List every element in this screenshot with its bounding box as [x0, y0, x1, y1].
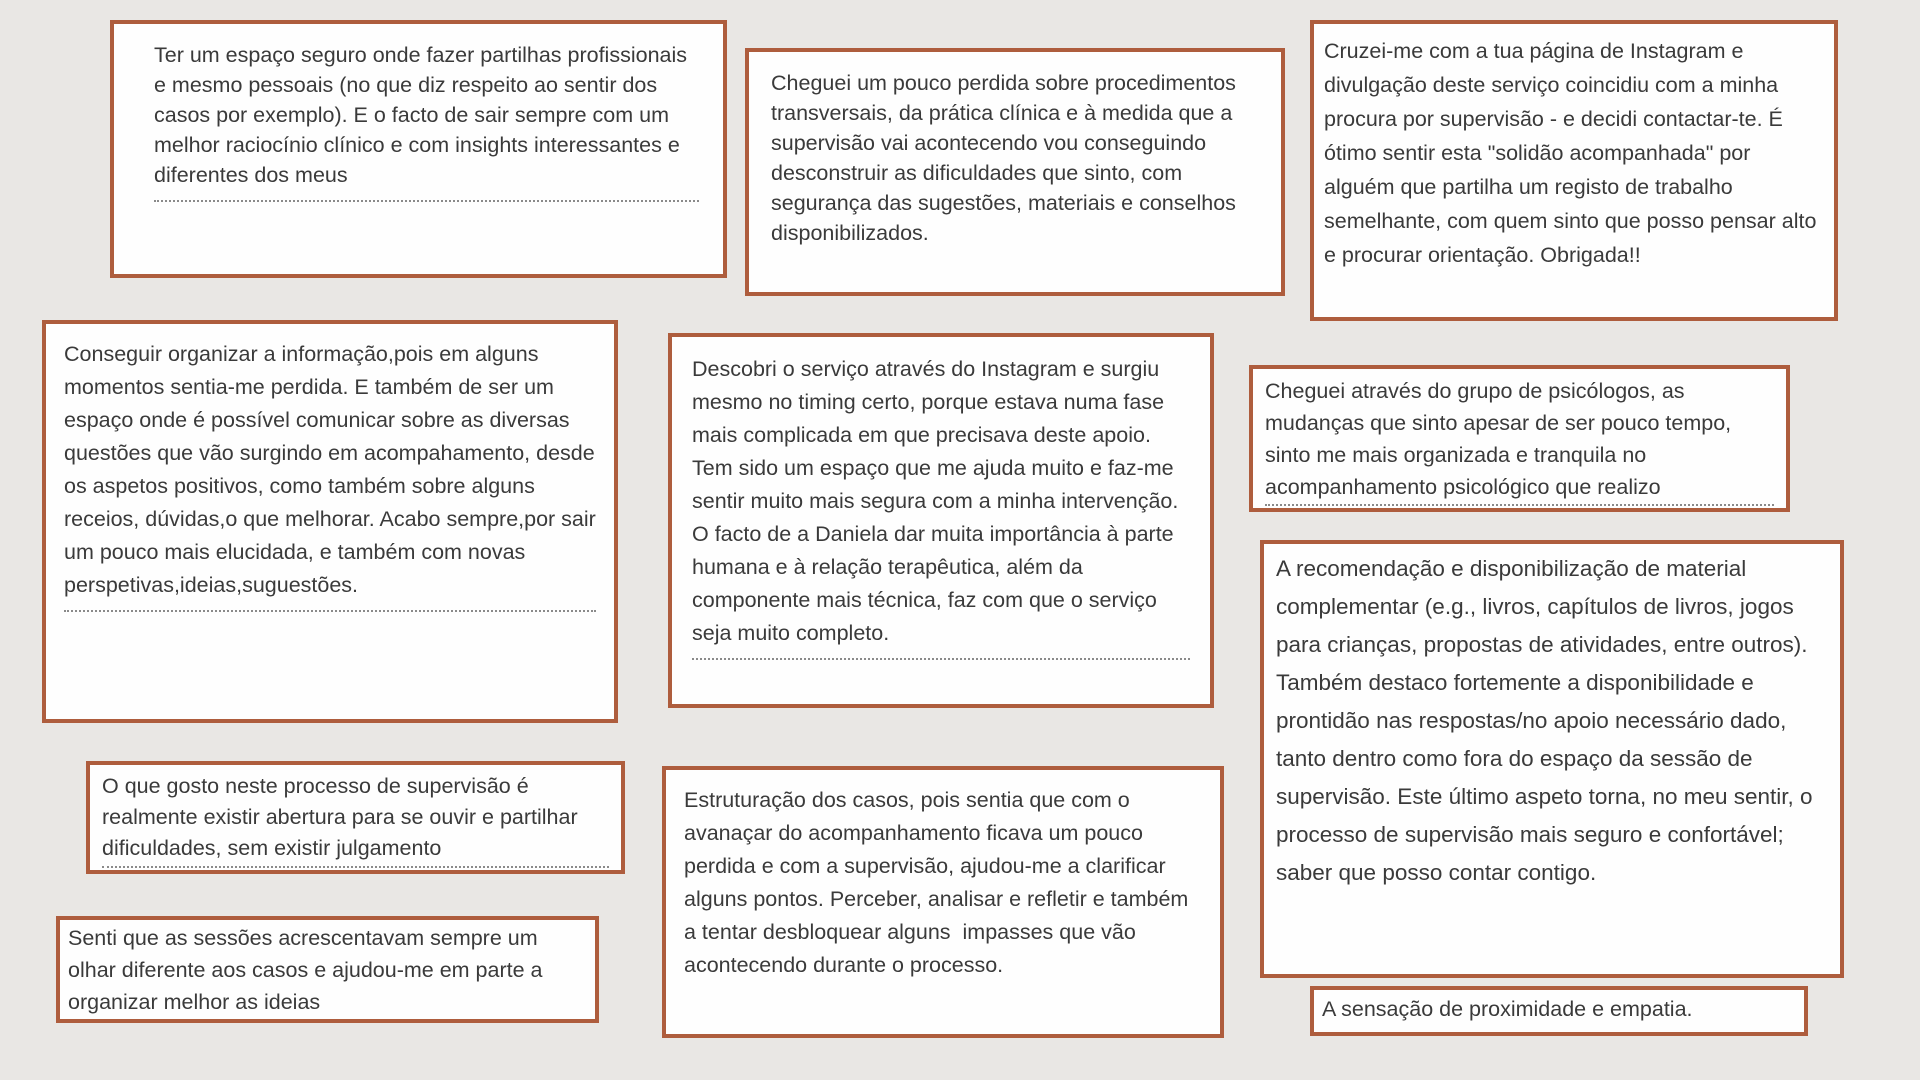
- testimonial-box-discovered-service[interactable]: [668, 333, 1214, 708]
- testimonial-text: Estruturação dos casos, pois sentia que com o avanaçar do acompanhamento ficava um pouco perdida e com a supervisão, ajudou-me a clarificar alguns pontos. Perceber, analisar e refletir e também a tentar desbloquear alguns impasses que vão acontecendo durante o processo.: [684, 788, 1195, 977]
- testimonial-box-material-recommendation[interactable]: [1260, 540, 1844, 978]
- text-field-underline: [154, 200, 699, 202]
- testimonial-box-openness-no-judgement[interactable]: [86, 761, 625, 874]
- text-field-underline: [692, 658, 1190, 660]
- testimonial-text: A recomendação e disponibilização de material complementar (e.g., livros, capítulos de livros, jogos para crianças, propostas de atividades, entre outros). Também destaco fortemente a disponibilidade e prontidão nas respostas/no apoio necessário dado, tanto dentro como fora do espaço da sessão de supervisão. Este último aspeto torna, no meu sentir, o processo de supervisão mais seguro e confortável; saber que posso contar contigo.: [1276, 556, 1819, 885]
- testimonial-box-arrived-lost[interactable]: [745, 48, 1285, 296]
- testimonial-text: Ter um espaço seguro onde fazer partilhas profissionais e mesmo pessoais (no que diz respeito ao sentir dos casos por exemplo). E o facto de sair sempre com um melhor raciocínio clínico e com insights interessantes e diferentes dos meus: [154, 43, 693, 187]
- testimonial-text: Conseguir organizar a informação,pois em alguns momentos sentia-me perdida. E também de ser um espaço onde é possível comunicar sobre as diversas questões que vão surgindo em acompahamento, desde os aspetos positivos, como também sobre alguns receios, dúvidas,o que melhorar. Acabo sempre,por sair um pouco mais elucidada, e também com novas perspetivas,ideias,suguestões.: [64, 342, 602, 597]
- testimonial-box-organize-information[interactable]: [42, 320, 618, 723]
- testimonial-box-psychologists-group[interactable]: [1249, 365, 1790, 512]
- testimonial-box-safe-space[interactable]: [110, 20, 727, 278]
- testimonial-text: A sensação de proximidade e empatia.: [1322, 997, 1693, 1021]
- text-field-underline: [1265, 504, 1774, 506]
- testimonial-box-proximity-empathy[interactable]: [1310, 986, 1808, 1036]
- testimonial-box-case-structuring[interactable]: [662, 766, 1224, 1038]
- testimonial-text: Senti que as sessões acrescentavam sempre um olhar diferente aos casos e ajudou-me em parte a organizar melhor as ideias: [68, 926, 549, 1014]
- testimonial-box-instagram-page[interactable]: [1310, 20, 1838, 321]
- text-field-underline: [102, 866, 609, 868]
- testimonial-box-sessions-added-view[interactable]: [56, 916, 599, 1023]
- testimonial-text: Descobri o serviço através do Instagram e surgiu mesmo no timing certo, porque estava numa fase mais complicada em que precisava deste apoio. Tem sido um espaço que me ajuda muito e faz-me sentir muito mais segura com a minha intervenção. O facto de a Daniela dar muita importância à parte humana e à relação terapêutica, além da componente mais técnica, faz com que o serviço seja muito completo.: [692, 357, 1185, 645]
- testimonial-text: O que gosto neste processo de supervisão é realmente existir abertura para se ouvir e partilhar dificuldades, sem existir julgamento: [102, 774, 584, 860]
- testimonial-text: Cheguei através do grupo de psicólogos, as mudanças que sinto apesar de ser pouco tempo, sinto me mais organizada e tranquila no acompanhamento psicológico que realizo: [1265, 379, 1738, 499]
- testimonial-text: Cheguei um pouco perdida sobre procedimentos transversais, da prática clínica e à medida que a supervisão vai acontecendo vou conseguindo desconstruir as dificuldades que sinto, com segurança das sugestões, materiais e conselhos disponibilizados.: [771, 71, 1242, 245]
- testimonial-text: Cruzei-me com a tua página de Instagram e divulgação deste serviço coincidiu com a minha procura por supervisão - e decidi contactar-te. É ótimo sentir esta "solidão acompanhada" por alguém que partilha um registo de trabalho semelhante, com quem sinto que posso pensar alto e procurar orientação. Obrigada!!: [1324, 39, 1823, 267]
- text-field-underline: [64, 610, 596, 612]
